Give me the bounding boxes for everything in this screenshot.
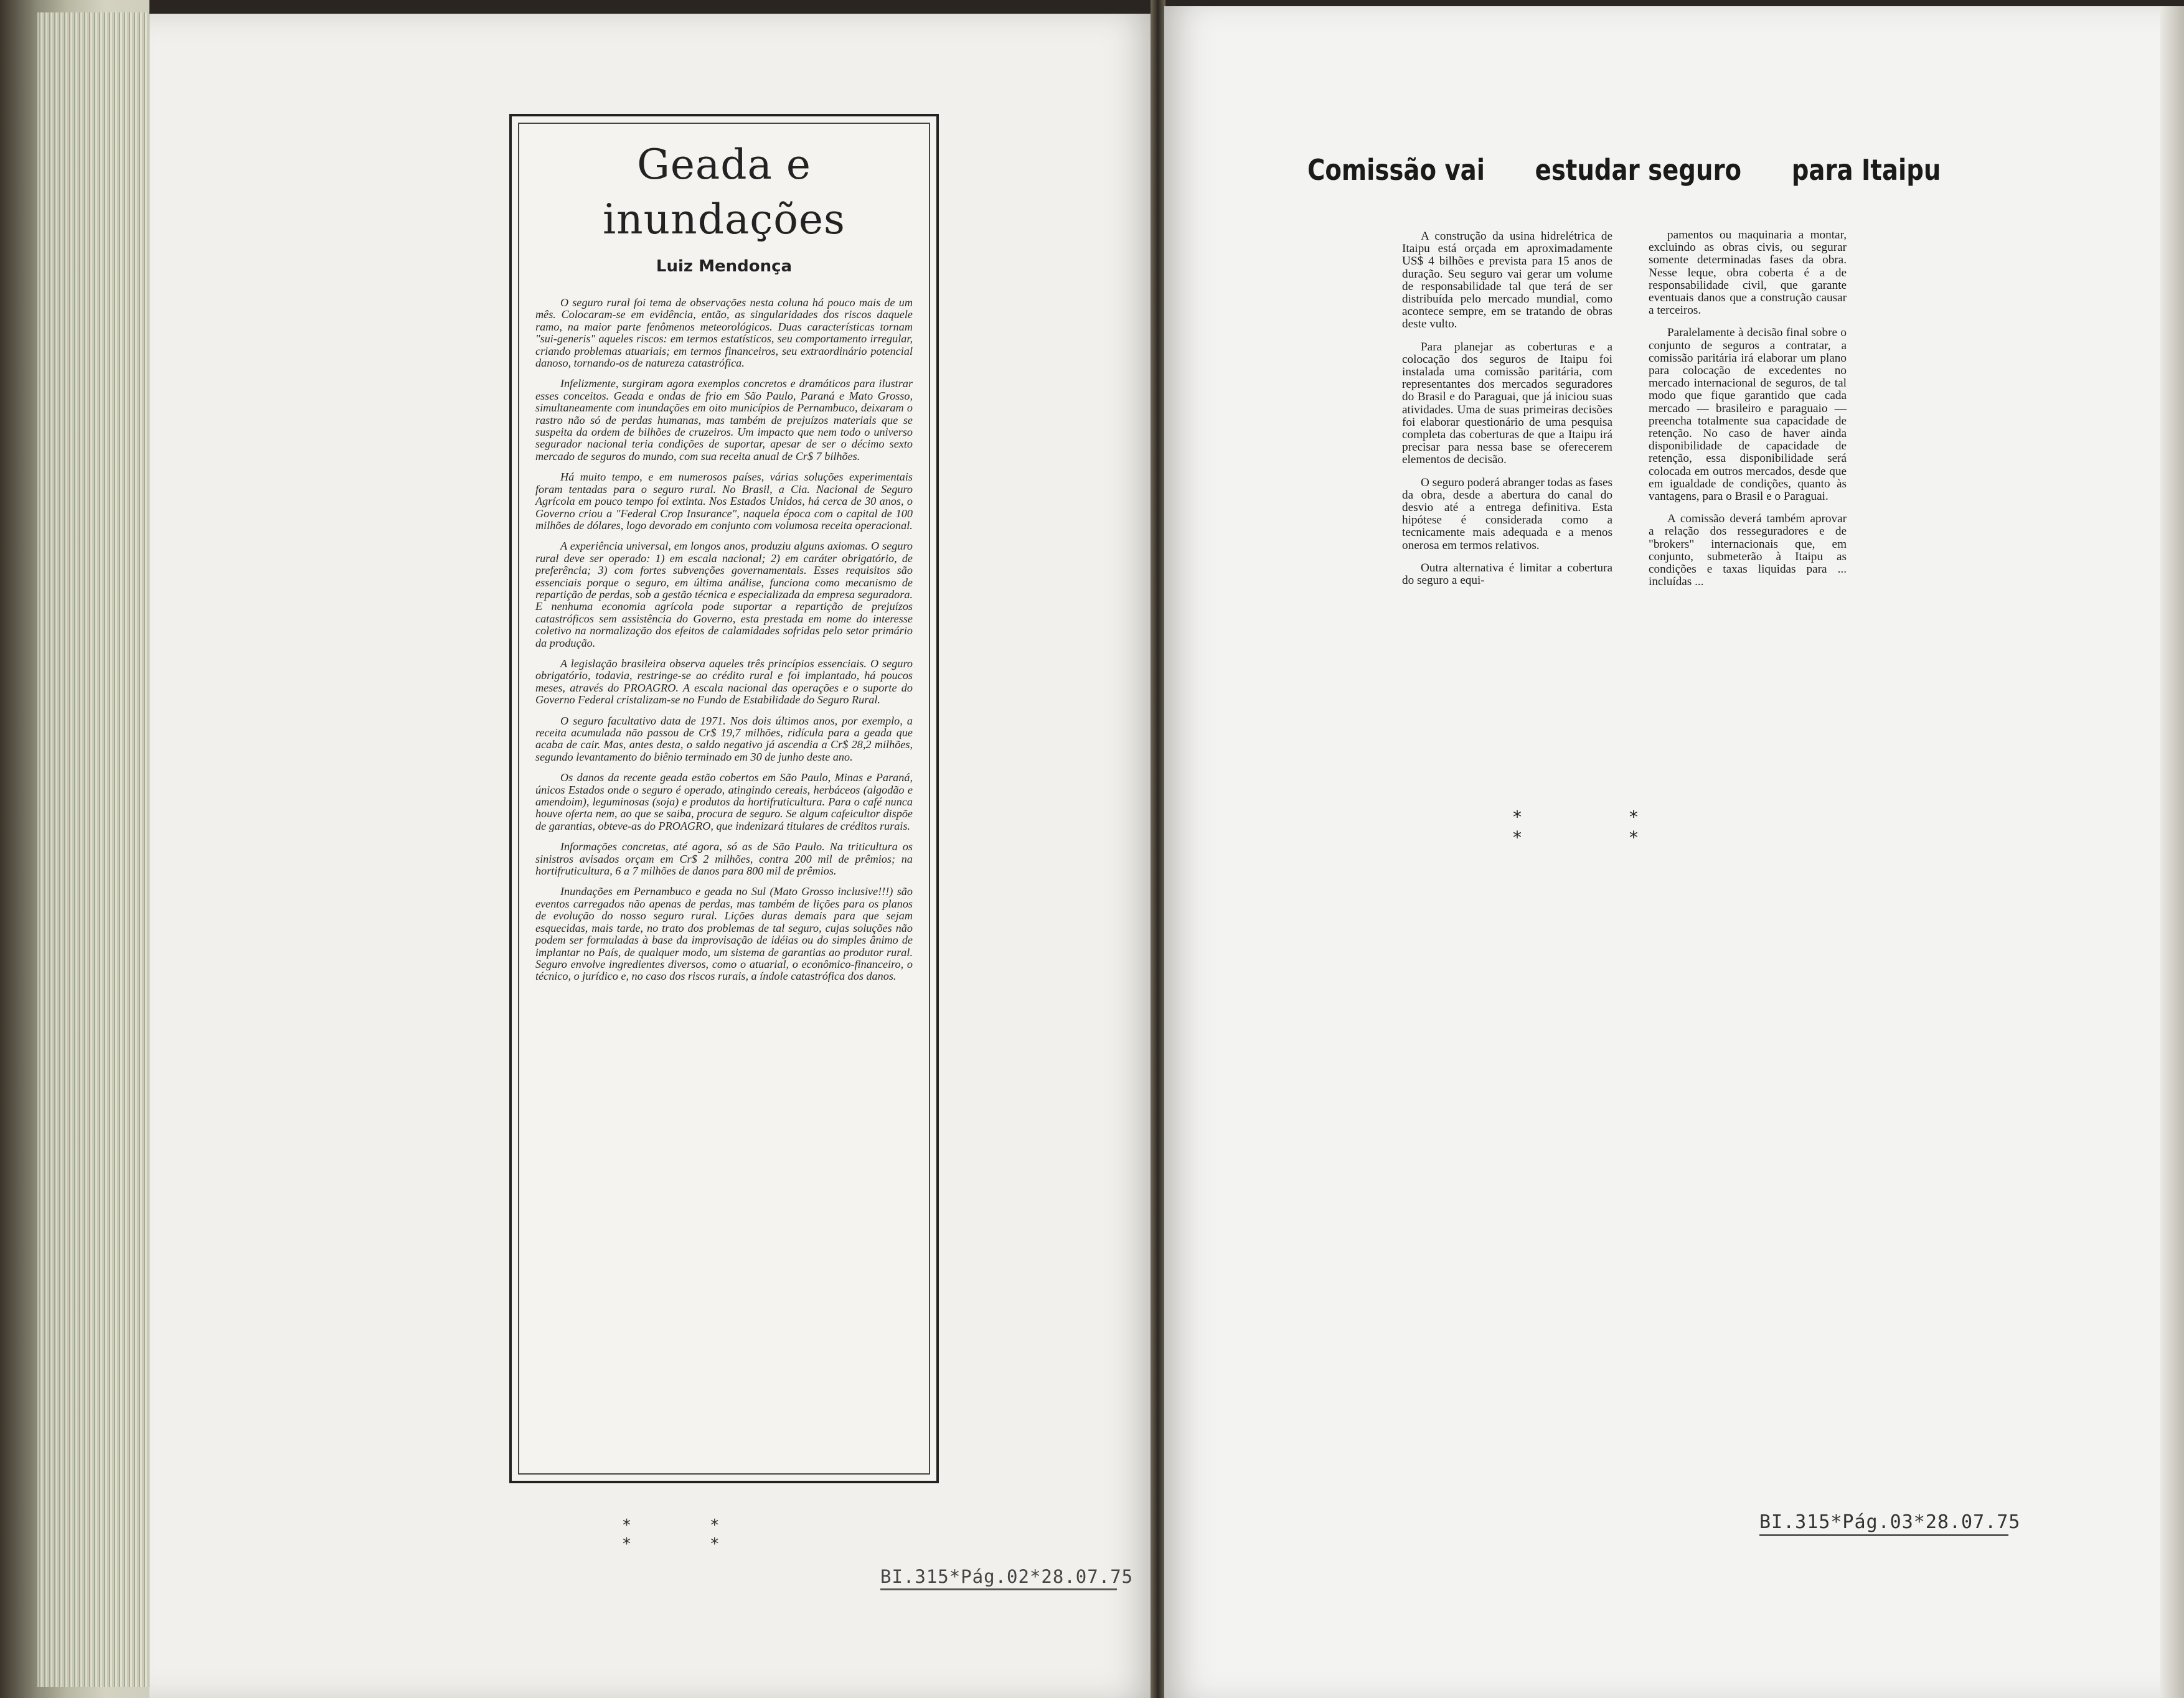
article-column-2 (1649, 229, 1847, 598)
clipping-body (535, 297, 913, 992)
clipping-paragraph: O seguro facultativo data de 1971. Nos dois últimos anos, por exemplo, a receita acumulada não passou de Cr$ 19,7 milhões, ridícula para a geada que acaba de cair. Mas, antes desta, o saldo negativo já ascendia a Cr$ 28,2 milhões, segundo levantamento do biênio terminado em 30 de junho deste ano. (535, 714, 913, 763)
page-footer-left: BI.315*Pág.02*28.07.75 (880, 1566, 1117, 1590)
clipping-title-line1: Geada e (637, 141, 811, 189)
article-headline (1307, 153, 1941, 197)
headline-part: estudar seguro (1535, 153, 1742, 187)
clipping-paragraph: Os danos da recente geada estão cobertos em São Paulo, Minas e Paraná, únicos Estados onde o seguro é operado, atingindo cereais, herbáceos (algodão e amendoim), leguminosas (soja) e produtos da hortifruticultura. Para o café nunca houve oferta nem, ao que se saiba, procura de seguro. Se algum cafeicultor dispõe de garantias, obteve-as do PROAGRO, que indenizará titulares de créditos rurais. (535, 771, 913, 832)
article-paragraph: A construção da usina hidrelétrica de Itaipu está orçada em aproximadamente US$ 4 bilhões e prevista para 15 anos de duração. Seu seguro vai gerar um volume de responsabilidade tal que terá de ser distribuída pelo mercado mundial, como acontece sempre, em se tratando de obras deste vulto. (1402, 230, 1612, 331)
clipping-title (512, 138, 936, 247)
article-paragraph: Paralelamente à decisão final sobre o conjunto de seguros a contratar, a comissão paritária irá elaborar um plano para colocação de excedentes no mercado internacional de seguros, de tal modo que fique garantido que cada mercado — brasileiro e paraguaio — preencha totalmente sua capacidade de retenção. No caso de haver ainda disponibilidade de capacidade de retenção, essa disponibilidade será colocada em outros mercados, desde que em igualdade de condições, quanto às vantagens, para o Brasil e o Paraguai. (1649, 326, 1847, 504)
clipping-paragraph: Inundações em Pernambuco e geada no Sul (Mato Grosso inclusive!!!) são eventos carregados não apenas de perdas, mas também de lições para os planos de evolução do nosso seguro rural. Lições duras demais para que sejam esquecidas, mais tarde, no trato dos problemas de tal seguro, cujas soluções não podem ser formuladas à base da improvisação de idéias ou do simples ânimo de implantar no País, de qualquer modo, um sistema de garantias ao produtor rural. Seguro envolve ingredientes diversos, como o atuarial, o econômico-financeiro, o técnico, o jurídico e, no caso dos riscos rurais, a índole catastrófica dos danos. (535, 885, 913, 983)
article-paragraph: Para planejar as coberturas e a colocação dos seguros de Itaipu foi instalada uma comissão paritária, com representantes dos mercados seguradores do Brasil e do Paraguai, que já iniciou suas atividades. Uma de suas primeiras decisões foi elaborar questionário de uma pesquisa completa das coberturas de que a Itaipu irá precisar para nessa base se oferecerem elementos de decisão. (1402, 340, 1612, 467)
headline-part: Comissão vai (1307, 153, 1485, 187)
newspaper-clipping (509, 114, 939, 1483)
clipping-author: Luiz Mendonça (656, 257, 793, 276)
article-paragraph: A comissão deverá também aprovar a relação dos resseguradores e de "brokers" internacionais que, em conjunto, submeterão à Itaipu as condições e taxas liquidas para ... incluídas ... (1649, 512, 1847, 589)
article-paragraph: Outra alternativa é limitar a cobertura do seguro a equi- (1402, 561, 1612, 588)
page-footer-right: BI.315*Pág.03*28.07.75 (1759, 1511, 2008, 1536)
clipping-paragraph: Informações concretas, até agora, só as de São Paulo. Na triticultura os sinistros avisados orçam em Cr$ 2 milhões, contra 200 mil de prêmios; na hortifruticultura, 6 a 7 milhões de danos para 800 mil de prêmios. (535, 840, 913, 878)
clipping-paragraph: A experiência universal, em longos anos, produziu alguns axiomas. O seguro rural deve ser operado: 1) em escala nacional; 2) em caráter obrigatório, de preferência; 3) com fortes subvenções governamentais. Esses requisitos são essenciais porque o seguro, em última análise, funciona como mecanismo de repartição de perdas, sob a gestão técnica e especializada da empresa seguradora. E nenhuma economia agrícola pode suportar a repartição de prejuízos catastróficos sem assistência do Governo, esta prestada em nome do interesse coletivo na normalização dos efeitos de calamidades sofridas pelo setor primário da produção. (535, 540, 913, 649)
book-gutter (1151, 0, 1165, 1698)
clipping-title-line2: inundações (603, 195, 845, 243)
clipping-paragraph: O seguro rural foi tema de observações nesta coluna há pouco mais de um mês. Colocaram-se em evidência, então, as singularidades dos riscos daquele ramo, na maior parte fenômenos meteorológicos. Duas características tornam "sui-generis" aqueles riscos: em termos estatísticos, seu comportamento irregular, criando problemas atuariais; em termos financeiros, seu extraordinário potencial danoso, tornando-os de natureza catastrófica. (535, 296, 913, 370)
article-column-1 (1402, 230, 1612, 597)
section-separator-left: * * * * (623, 1516, 756, 1554)
article-paragraph: O seguro poderá abranger todas as fases da obra, desde a abertura do canal do desvio até a entrega definitiva. Esta hipótese é considerada como a tecnicamente mais adequada e a menos onerosa em termos relativos. (1402, 476, 1612, 552)
clipping-paragraph: Há muito tempo, e em numerosos países, várias soluções experimentais foram tentadas para o seguro rural. No Brasil, a Cia. Nacional de Seguro Agrícola em pouco tempo foi extinta. Nos Estados Unidos, há cerca de 30 anos, o Governo criou a "Federal Crop Insurance", naquela época com o capital de 100 milhões de dólares, logo devorado em conjunto com volumosa receita operacional. (535, 471, 913, 532)
article-paragraph: pamentos ou maquinaria a montar, excluindo as obras civis, ou segurar somente determinadas fases da obra. Nesse leque, obra coberta é a de responsabilidade civil, que garante eventuais danos que a construção causar a terceiros. (1649, 228, 1847, 317)
section-separator-right: * * * * (1513, 807, 1689, 848)
page-edges (37, 12, 149, 1687)
clipping-paragraph: A legislação brasileira observa aqueles três princípios essenciais. O seguro obrigatório, todavia, restringe-se ao crédito rural e foi implantado, há poucos meses, através do PROAGRO. A escala nacional das operações e o suporte do Governo Federal cristalizam-se no Fundo de Estabilidade do Seguro Rural. (535, 657, 913, 706)
headline-part: para Itaipu (1791, 153, 1941, 187)
clipping-paragraph: Infelizmente, surgiram agora exemplos concretos e dramáticos para ilustrar esses conceitos. Geada e ondas de frio em São Paulo, Paraná e Mato Grosso, simultaneamente com inundações em oito municípios de Pernambuco, deixaram o rastro não só de perdas humanas, mas também de prejuízos materiais que se suspeita da ordem de bilhões de cruzeiros. Um impacto que nem todo o universo segurador nacional teria condições de suportar, apesar de ser o décimo sexto mercado de seguros do mundo, com sua receita anual de Cr$ 7 bilhões. (535, 377, 913, 462)
right-page-edge (2160, 6, 2184, 1698)
